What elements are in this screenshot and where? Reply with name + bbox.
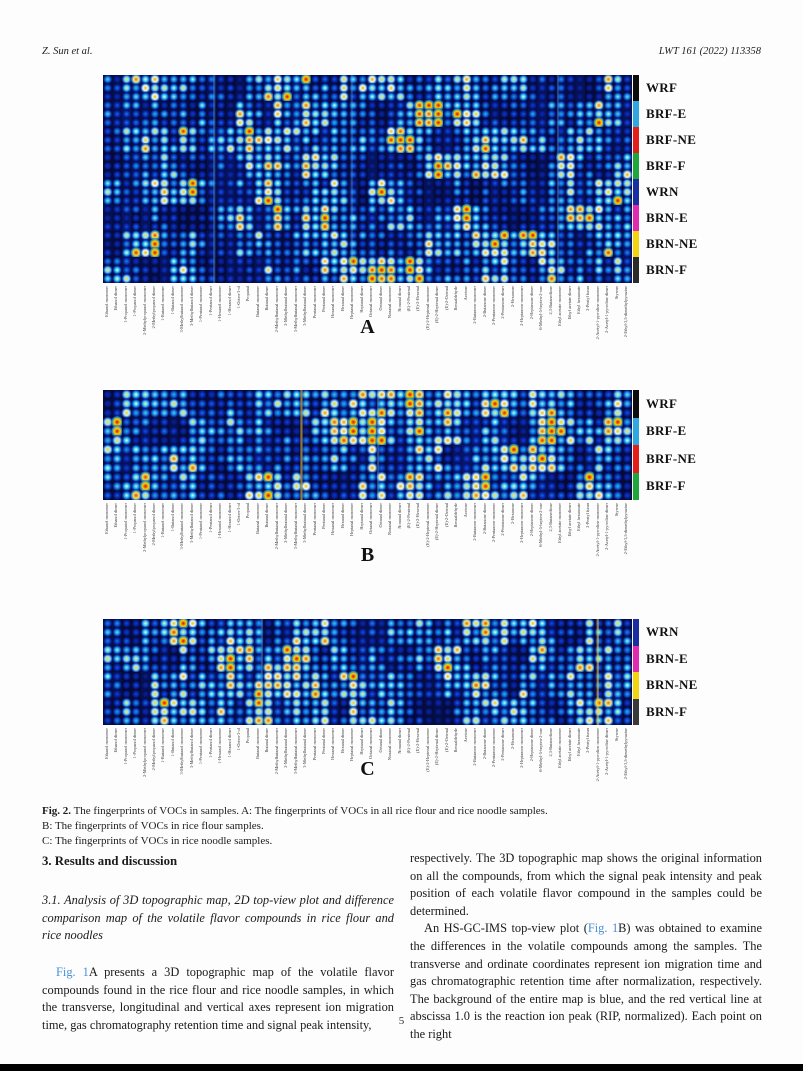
compound-label: 2-Butanone dimer xyxy=(481,286,487,318)
compound-label: 1-Pentanol monomer xyxy=(198,503,204,540)
compound-label: (E)-2-Heptenal monomer xyxy=(424,286,430,330)
colorbar-segment-wrn xyxy=(633,619,639,646)
compound-label: Ethyl acetate dimer xyxy=(566,728,572,762)
paragraph-text: respectively. The 3D topographic map shows the original information on all the compounds, from which the signal peak intensity and peak position of each volatile flavor compound in the samples could be determined. xyxy=(410,851,762,918)
compound-label: (E)-2-Octenal xyxy=(443,286,449,310)
compound-label: Hexanal dimer xyxy=(339,728,345,754)
compound-label: 2-Pentanone monomer xyxy=(491,286,497,326)
paragraph-text: B) was obtained to examine the differences in the volatile compounds among the samples. The transverse and ordinate coordinates represent ion migration time and gas chromatographic retention time after normalization, respectively. The background of the entire map is blue, and the red vertical line at abscissa 1.0 is the reaction ion peak (RIP, normalized). Each point on the right xyxy=(410,921,763,1042)
compound-label: (E)-2-Pentenal xyxy=(406,728,411,754)
compound-label: 2-Hexanone xyxy=(509,286,515,307)
page-number: 5 xyxy=(398,1015,405,1027)
compound-label: Benzaldehyde xyxy=(453,728,459,753)
compound-label: 6-Methyl-5-hepten-2-one xyxy=(538,503,544,547)
compound-label: (E)-2-Hexenal xyxy=(415,503,421,528)
heatmap-panel-b xyxy=(103,390,632,500)
colorbar-segment-wrf xyxy=(633,390,639,418)
caption-figure-label: Fig. 2. xyxy=(42,805,72,817)
group-label-brf-e: BRF-E xyxy=(646,106,687,121)
compound-label: Hexanal dimer xyxy=(339,286,345,312)
compound-label: 3-Methylbutanol dimer xyxy=(188,286,194,326)
compound-label: Octanal monomer xyxy=(368,728,374,759)
compound-label: Ethyl acetate dimer xyxy=(566,503,572,537)
compound-label: Butanal monomer xyxy=(254,286,260,317)
compound-label: Nonanal dimer xyxy=(396,286,402,312)
compound-label: Ethyl acetate dimer xyxy=(566,286,572,320)
compound-label: Pentanal dimer xyxy=(320,286,326,312)
compound-label: 2-Methylpropanol dimer xyxy=(150,286,156,329)
heatmap-panel-a xyxy=(103,75,632,283)
group-label-wrf: WRF xyxy=(646,395,678,411)
compound-label: Ethyl hexanoate xyxy=(576,286,582,314)
compound-label: (E)-2-Pentenal xyxy=(406,286,411,312)
compound-label: 1-Octen-3-ol xyxy=(235,728,241,751)
compound-label: 2,3-Butanedione xyxy=(547,728,553,757)
compound-label: Styrene xyxy=(613,503,619,517)
compound-label: Butanal dimer xyxy=(264,503,270,528)
compound-label: Pentanal dimer xyxy=(320,503,326,529)
compound-labels-panel-b xyxy=(103,502,632,582)
compound-label: Nonanal dimer xyxy=(396,503,402,529)
compound-label: 2-Acetyl-1-pyrroline monomer xyxy=(594,286,600,340)
compound-label: Styrene xyxy=(613,728,619,742)
compound-label: 2-Acetyl-1-pyrroline monomer xyxy=(594,503,600,557)
caption-line: Fig. 2. The fingerprints of VOCs in samples. A: The fingerprints of VOCs in all rice flour and rice noodle samples. xyxy=(42,805,548,817)
colorbar-segment-wrn xyxy=(633,179,639,205)
body-column-left xyxy=(42,852,394,1035)
compound-label: Ethanol dimer xyxy=(113,503,119,528)
compound-label: Ethanol dimer xyxy=(113,286,119,311)
compound-label: 1-Octen-3-ol xyxy=(235,286,241,309)
compound-label: Styrene xyxy=(613,286,619,300)
compound-label: 3-Methylbutanol monomer xyxy=(179,728,185,775)
panel-letter-c: C xyxy=(360,758,375,780)
compound-label: 1-Pentanol monomer xyxy=(198,286,204,323)
compound-label: Pentanal monomer xyxy=(311,286,317,319)
compound-label: 2-Acetyl-1-pyrroline monomer xyxy=(594,728,600,782)
colorbar-segment-brn-e xyxy=(633,205,639,231)
compound-label: (E)-2-Heptenal dimer xyxy=(434,728,440,766)
section-heading: 3. Results and discussion xyxy=(42,854,178,868)
compound-label: Butanal monomer xyxy=(254,503,260,534)
compound-label: 1-Hexanol dimer xyxy=(226,728,232,758)
colorbar-segment-brn-f xyxy=(633,257,639,283)
compound-label: 2-Methylbutanal monomer xyxy=(273,286,279,333)
compound-label: Ethyl acetate monomer xyxy=(557,728,563,768)
compound-label: Acetone xyxy=(462,503,468,518)
body-paragraph xyxy=(410,850,762,920)
group-colorbar-panel-a xyxy=(633,75,639,283)
compound-label: 3-Methylbutanol dimer xyxy=(188,503,194,543)
compound-label: 2-Acetyl-1-pyrroline dimer xyxy=(604,286,610,333)
compound-label: Butanal dimer xyxy=(264,728,270,753)
compound-label: 1-Butanol dimer xyxy=(169,503,175,532)
compound-label: 1-Octen-3-ol xyxy=(235,503,241,526)
compound-label: 1-Propanol monomer xyxy=(122,503,128,540)
compound-label: 1-Pentanol monomer xyxy=(198,728,204,765)
compound-label: 2-Hexanone xyxy=(509,728,515,749)
compound-label: 1-Hexanol dimer xyxy=(226,286,232,316)
caption-line: C: The fingerprints of VOCs in rice noodle samples. xyxy=(42,834,273,847)
panel-letter-a: A xyxy=(360,316,375,338)
compound-label: Hexanal monomer xyxy=(330,728,336,760)
compound-label: 2-Butanone monomer xyxy=(472,728,478,766)
compound-label: Acetone xyxy=(462,286,468,301)
compound-label: 1-Hexanol monomer xyxy=(217,286,223,322)
compound-label: 2-Pentanone dimer xyxy=(500,728,506,761)
colorbar-segment-wrf xyxy=(633,75,639,101)
colorbar-segment-brn-ne xyxy=(633,231,639,257)
figure-1-citation-link[interactable]: Fig. 1 xyxy=(56,965,89,980)
compound-label: 1-Pentanol dimer xyxy=(207,503,213,533)
group-label-brn-ne: BRN-NE xyxy=(646,236,698,251)
compound-label: 2-Heptanone monomer xyxy=(519,503,525,543)
compound-label: Propanal xyxy=(245,728,251,744)
compound-label: Nonanal monomer xyxy=(387,728,393,761)
colorbar-segment-brn-e xyxy=(633,646,639,673)
group-label-brn-e: BRN-E xyxy=(646,210,688,225)
colorbar-segment-brn-ne xyxy=(633,672,639,699)
compound-label: 2-Pentanone dimer xyxy=(500,286,506,319)
paragraph-text: An HS-GC-IMS top-view plot ( xyxy=(424,921,588,936)
group-colorbar-panel-b xyxy=(633,390,639,500)
paragraph-text: A presents a 3D topographic map of the volatile flavor compounds found in the rice flour and rice noodle samples, in which the transverse, longitudinal and vertical axes represent ion migration time, gas chromatography retention time and signal peak intensity, xyxy=(42,965,395,1033)
compound-label: 3-Methylbutanol monomer xyxy=(179,503,185,550)
compound-label: 2-Methylpropanol dimer xyxy=(150,503,156,546)
group-label-brf-f: BRF-F xyxy=(646,478,686,494)
compound-label: Octanal monomer xyxy=(368,286,374,317)
colorbar-segment-brn-f xyxy=(633,699,639,726)
compound-label: 3-Methylbutanal dimer xyxy=(302,728,308,768)
colorbar-segment-brf-ne xyxy=(633,127,639,153)
compound-label: 1-Hexanol monomer xyxy=(217,728,223,764)
compound-label: 1-Butanol dimer xyxy=(169,286,175,315)
compound-label: Propanal xyxy=(245,503,251,519)
compound-label: 2-Methylbutanal dimer xyxy=(283,286,289,326)
compound-label: 2-Ethyl-3,5-dimethylpyrazine xyxy=(623,286,629,338)
compound-label: 2,3-Butanedione xyxy=(547,503,553,532)
compound-label: 3-Methylbutanal monomer xyxy=(292,286,298,333)
compound-label: Heptanal monomer xyxy=(349,286,355,320)
compound-label: Benzaldehyde xyxy=(453,286,459,311)
group-label-brf-e: BRF-E xyxy=(646,423,687,439)
compound-label: 3-Methylbutanol monomer xyxy=(179,286,185,333)
group-label-wrn: WRN xyxy=(646,624,679,640)
compound-label: Butanal dimer xyxy=(264,286,270,311)
compound-label: 2-Heptanone dimer xyxy=(528,503,534,537)
group-label-brn-f: BRN-F xyxy=(646,703,688,719)
compound-label: 1-Butanol dimer xyxy=(169,728,175,757)
compound-label: Heptanal dimer xyxy=(358,728,364,755)
compound-label: 2-Pentanone monomer xyxy=(491,728,497,768)
compound-label: Heptanal monomer xyxy=(349,503,355,537)
compound-label: Octanal dimer xyxy=(377,503,383,528)
subsection-heading: 3.1. Analysis of 3D topographic map, 2D top-view plot and difference comparison map of the volatile flavor compounds in rice flour and rice noodles xyxy=(42,893,394,942)
compound-label: 2-Butanone dimer xyxy=(481,503,487,535)
colorbar-segment-brf-ne xyxy=(633,445,639,473)
group-label-brn-ne: BRN-NE xyxy=(646,677,698,693)
compound-label: 6-Methyl-5-hepten-2-one xyxy=(538,286,544,330)
compound-label: 1-Propanol dimer xyxy=(132,503,138,534)
compound-label: 6-Methyl-5-hepten-2-one xyxy=(538,728,544,772)
compound-label: 3-Methylbutanal dimer xyxy=(302,503,308,543)
figure-caption xyxy=(42,804,761,849)
compound-label: Ethanol monomer xyxy=(103,286,109,317)
group-colorbar-panel-c xyxy=(633,619,639,725)
figure-1-citation-link[interactable]: Fig. 1 xyxy=(587,921,619,936)
compound-label: 1-Hexanol dimer xyxy=(226,503,232,533)
compound-label: Heptanal monomer xyxy=(349,728,355,762)
compound-label: 2-Methylpropanol monomer xyxy=(141,728,147,777)
compound-label: (E)-2-Hexenal xyxy=(415,286,421,311)
compound-label: 2-Pentyl furan xyxy=(585,728,591,753)
compound-label: 2-Acetyl-1-pyrroline dimer xyxy=(604,503,610,550)
compound-label: 1-Butanol monomer xyxy=(160,503,166,538)
colorbar-segment-brf-e xyxy=(633,101,639,127)
compound-label: 1-Pentanol dimer xyxy=(207,286,213,316)
compound-label: Hexanal monomer xyxy=(330,503,336,535)
compound-label: Pentanal monomer xyxy=(311,728,317,761)
compound-label: 2-Butanone monomer xyxy=(472,286,478,324)
compound-label: 1-Propanol dimer xyxy=(132,728,138,759)
compound-label: 2-Hexanone xyxy=(509,503,515,524)
group-label-brf-ne: BRF-NE xyxy=(646,132,697,147)
compound-label: 3-Methylbutanol dimer xyxy=(188,728,194,768)
compound-label: Heptanal dimer xyxy=(358,503,364,530)
heatmap-panel-c xyxy=(103,619,632,725)
compound-label: 2-Heptanone monomer xyxy=(519,728,525,768)
compound-label: (E)-2-Hexenal xyxy=(415,728,421,753)
compound-label: Ethanol monomer xyxy=(103,503,109,534)
panel-letter-b: B xyxy=(360,544,375,566)
compound-label: Ethanol dimer xyxy=(113,728,119,753)
compound-label: Benzaldehyde xyxy=(453,503,459,528)
compound-label: 2-Ethyl-3,5-dimethylpyrazine xyxy=(623,728,629,780)
compound-label: 2-Pentanone monomer xyxy=(491,503,497,543)
colorbar-segment-brf-f xyxy=(633,153,639,179)
header-authors: Z. Sun et al. xyxy=(42,46,93,57)
compound-label: (E)-2-Octenal xyxy=(443,503,449,527)
compound-label: Pentanal dimer xyxy=(320,728,326,754)
compound-label: (E)-2-Heptenal monomer xyxy=(424,503,430,547)
compound-label: 2,3-Butanedione xyxy=(547,286,553,315)
compound-label: 2-Heptanone dimer xyxy=(528,286,534,320)
header-journal-ref: LWT 161 (2022) 113358 xyxy=(658,46,761,57)
compound-label: 3-Methylbutanal dimer xyxy=(302,286,308,326)
colorbar-segment-brf-f xyxy=(633,473,639,501)
compound-label: 2-Heptanone monomer xyxy=(519,286,525,326)
compound-label: Ethyl acetate monomer xyxy=(557,503,563,543)
compound-label: 2-Pentanone dimer xyxy=(500,503,506,536)
compound-label: Octanal dimer xyxy=(377,728,383,753)
compound-label: Nonanal monomer xyxy=(387,286,393,319)
compound-label: Octanal dimer xyxy=(377,286,383,311)
compound-label: 2-Methylpropanol dimer xyxy=(150,728,156,771)
compound-label: (E)-2-Heptenal dimer xyxy=(434,286,440,324)
compound-label: 1-Propanol monomer xyxy=(122,728,128,765)
group-label-wrn: WRN xyxy=(646,184,679,199)
compound-label: 2-Heptanone dimer xyxy=(528,728,534,762)
compound-label: 2-Methylpropanol monomer xyxy=(141,503,147,552)
compound-label: Pentanal monomer xyxy=(311,503,317,536)
compound-label: 2-Methylbutanal monomer xyxy=(273,503,279,550)
compound-label: (E)-2-Pentenal xyxy=(406,503,411,529)
compound-label: Propanal xyxy=(245,286,251,302)
compound-label: 2-Acetyl-1-pyrroline dimer xyxy=(604,728,610,775)
compound-label: 2-Ethyl-3,5-dimethylpyrazine xyxy=(623,503,629,555)
colorbar-segment-brf-e xyxy=(633,418,639,446)
compound-label: Nonanal monomer xyxy=(387,503,393,536)
compound-label: 2-Methylbutanal monomer xyxy=(273,728,279,775)
group-label-brn-e: BRN-E xyxy=(646,650,688,666)
compound-label: Octanal monomer xyxy=(368,503,374,534)
compound-label: Acetone xyxy=(462,728,468,743)
group-label-brf-f: BRF-F xyxy=(646,158,686,173)
group-label-brn-f: BRN-F xyxy=(646,262,688,277)
compound-label: 2-Butanone monomer xyxy=(472,503,478,541)
compound-label: 1-Pentanol dimer xyxy=(207,728,213,758)
compound-label: 1-Propanol dimer xyxy=(132,286,138,317)
compound-label: Nonanal dimer xyxy=(396,728,402,754)
compound-label: 2-Pentyl furan xyxy=(585,503,591,528)
compound-label: 2-Butanone dimer xyxy=(481,728,487,760)
compound-label: 2-Pentyl furan xyxy=(585,286,591,311)
compound-label: Ethanol monomer xyxy=(103,728,109,759)
compound-label: 1-Hexanol monomer xyxy=(217,503,223,539)
group-label-wrf: WRF xyxy=(646,80,678,95)
footer-bar xyxy=(0,1064,803,1071)
compound-label: (E)-2-Octenal xyxy=(443,728,449,752)
compound-label: 2-Methylbutanal dimer xyxy=(283,728,289,768)
group-label-brf-ne: BRF-NE xyxy=(646,450,697,466)
caption-line: B: The fingerprints of VOCs in rice flour samples. xyxy=(42,819,264,832)
compound-label: Ethyl hexanoate xyxy=(576,728,582,756)
compound-label: Hexanal monomer xyxy=(330,286,336,318)
compound-label: 3-Methylbutanal monomer xyxy=(292,503,298,550)
compound-label: 1-Propanol monomer xyxy=(122,286,128,323)
compound-label: 2-Methylbutanal dimer xyxy=(283,503,289,543)
compound-label: 1-Butanol monomer xyxy=(160,728,166,763)
compound-label: Ethyl acetate monomer xyxy=(557,286,563,326)
compound-label: (E)-2-Heptenal monomer xyxy=(424,728,430,772)
compound-label: 1-Butanol monomer xyxy=(160,286,166,321)
compound-label: Hexanal dimer xyxy=(339,503,345,529)
compound-label: Heptanal dimer xyxy=(358,286,364,313)
compound-label: 3-Methylbutanal monomer xyxy=(292,728,298,775)
compound-label: 2-Methylpropanol monomer xyxy=(141,286,147,335)
compound-label: (E)-2-Heptenal dimer xyxy=(434,503,440,541)
compound-label: Ethyl hexanoate xyxy=(576,503,582,531)
compound-label: Butanal monomer xyxy=(254,728,260,759)
